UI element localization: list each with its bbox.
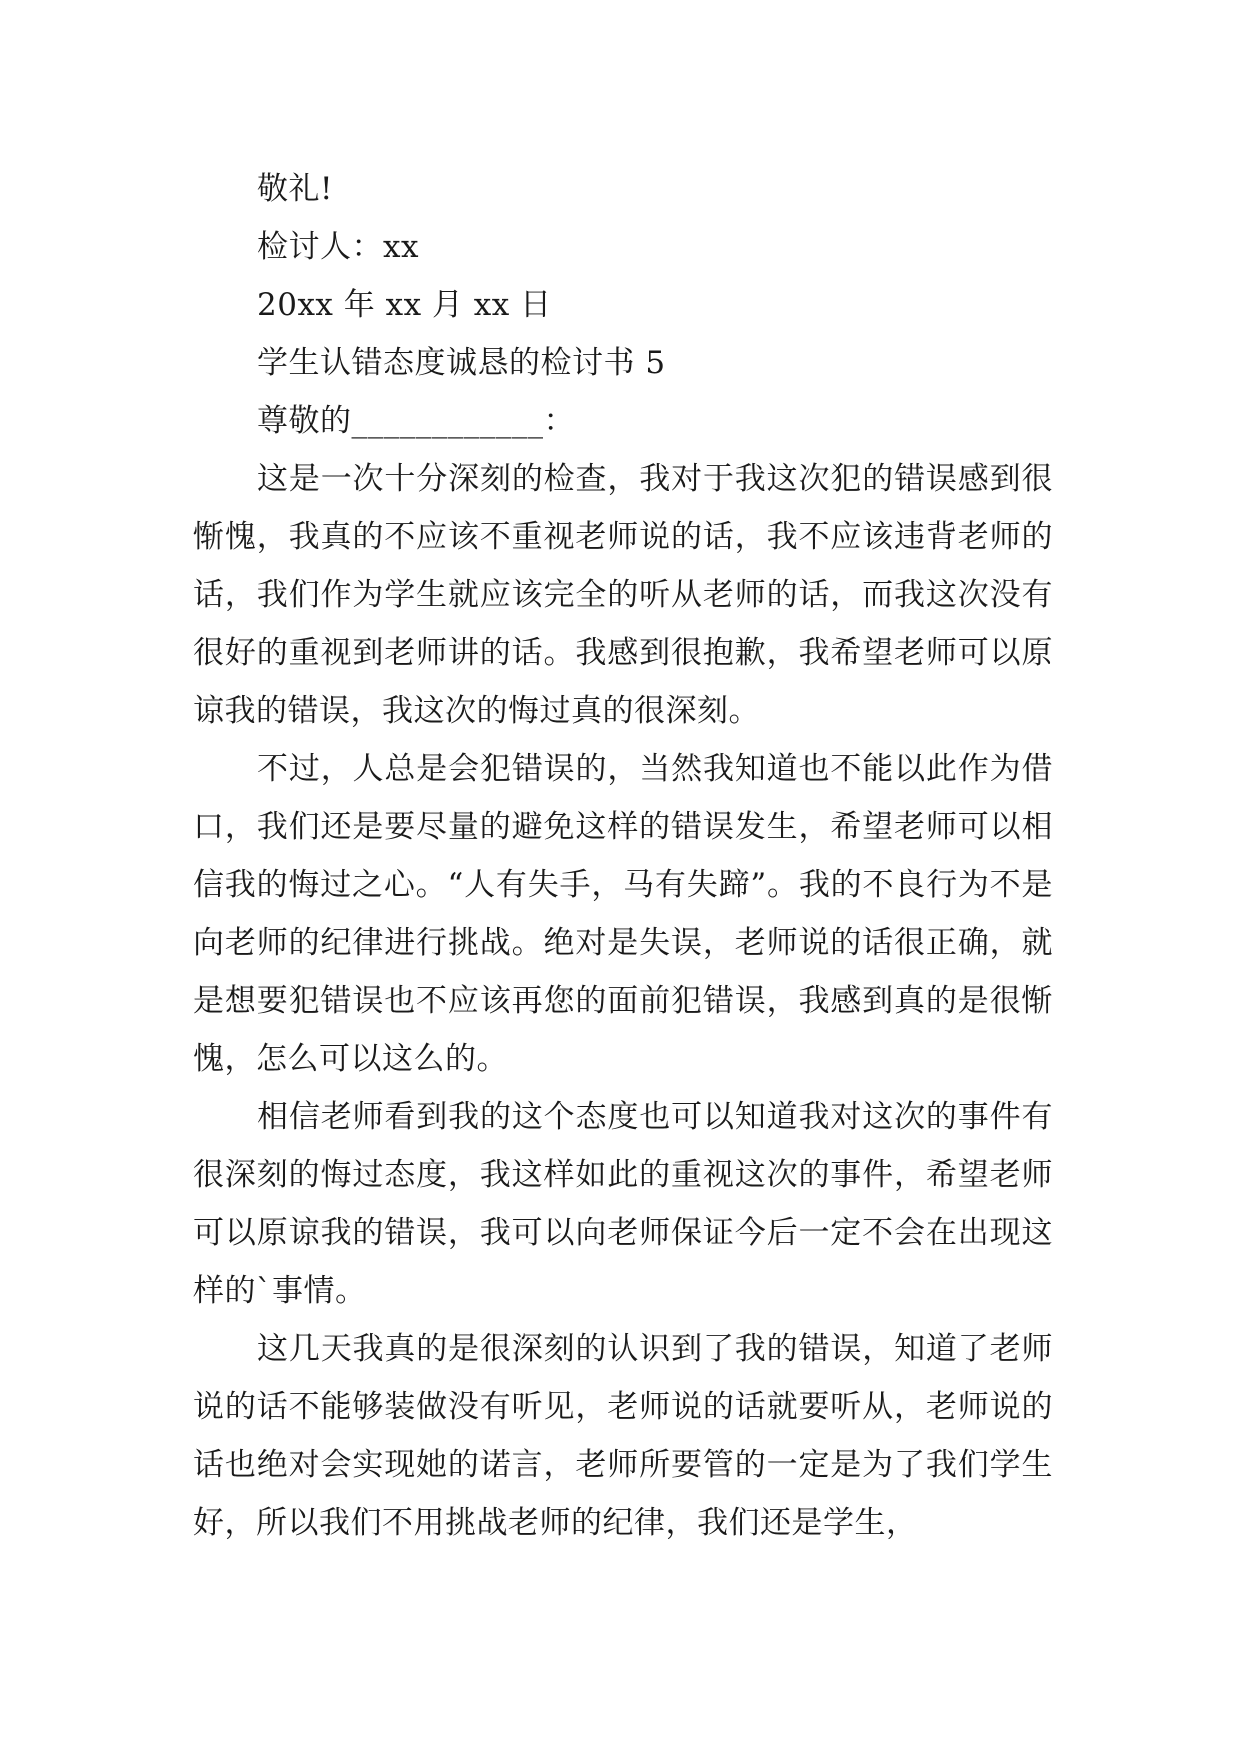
paragraph-2: 不过，人总是会犯错误的，当然我知道也不能以此作为借口，我们还是要尽量的避免这样的错误发生，希望老师可以相信我的悔过之心。“人有失手，马有失蹄”。我的不良行为不是向老师的纪律进行挑战。绝对是失误，老师说的话很正确，就是想要犯错误也不应该再您的面前犯错误，我感到真的是很惭愧，怎么可以这么的。 — [193, 751, 1053, 1077]
signer-line: 检讨人：xx — [257, 229, 419, 265]
date-line: 20xx 年 xx 月 xx 日 — [257, 287, 552, 323]
paragraph-1: 这是一次十分深刻的检查，我对于我这次犯的错误感到很惭愧，我真的不应该不重视老师说的话，我不应该违背老师的话，我们作为学生就应该完全的听从老师的话，而我这次没有很好的重视到老师讲的话。我感到很抱歉，我希望老师可以原谅我的错误，我这次的悔过真的很深刻。 — [193, 461, 1053, 729]
letter-body — [193, 160, 1053, 1552]
closing-line: 敬礼! — [257, 171, 333, 207]
paragraph-4: 这几天我真的是很深刻的认识到了我的错误，知道了老师说的话不能够装做没有听见，老师说的话就要听从，老师说的话也绝对会实现她的诺言，老师所要管的一定是为了我们学生好，所以我们不用挑战老师的纪律，我们还是学生， — [193, 1331, 1053, 1541]
letter-title: 学生认错态度诚恳的检讨书 5 — [257, 345, 666, 381]
paragraph-3: 相信老师看到我的这个态度也可以知道我对这次的事件有很深刻的悔过态度，我这样如此的重视这次的事件，希望老师可以原谅我的错误，我可以向老师保证今后一定不会在出现这样的`事情。 — [193, 1099, 1053, 1309]
salutation-line: 尊敬的____________： — [257, 403, 575, 439]
